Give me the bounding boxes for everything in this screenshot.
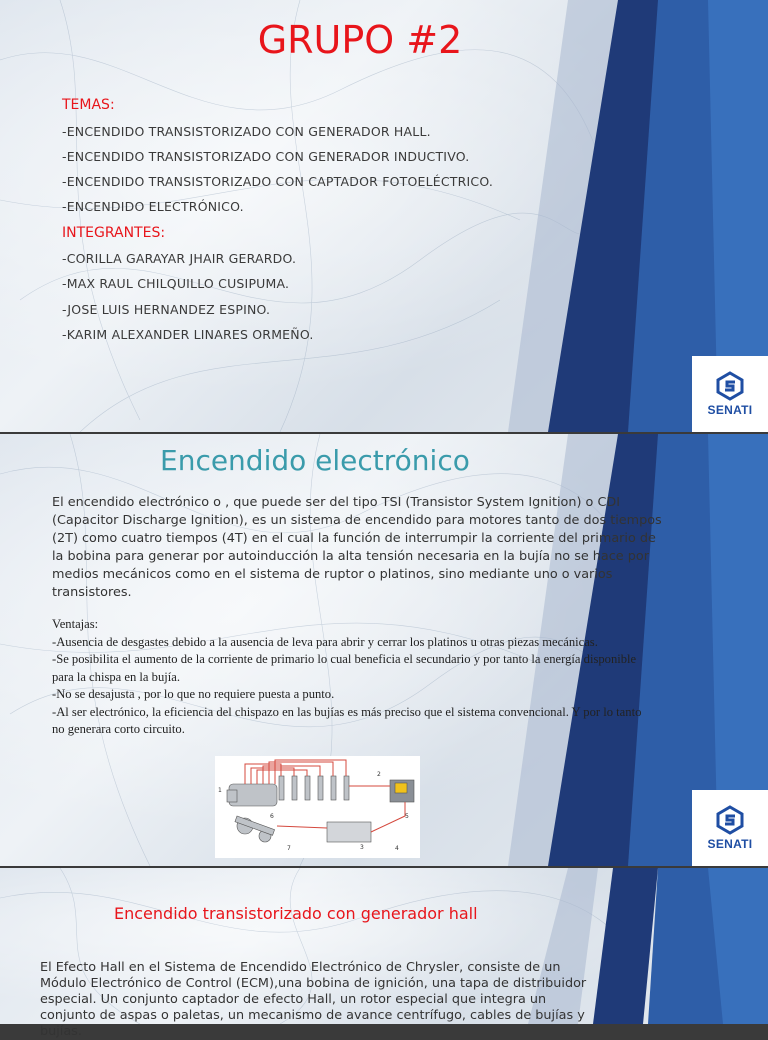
senati-logo — [692, 356, 768, 432]
advantage-item: -Al ser electrónico, la eficiencia del chispazo en las bujías es más preciso que el sistema convencional. Y por lo tanto no generara corto circuito. — [52, 704, 645, 736]
diagram-label: 4 — [395, 845, 399, 852]
slide-2 — [0, 434, 768, 866]
ignition-system-diagram — [215, 756, 420, 858]
topics-label: TEMAS: — [62, 97, 115, 113]
diagram-label: 1 — [218, 787, 222, 794]
hall-paragraph: El Efecto Hall en el Sistema de Encendido Electrónico de Chrysler, consiste de un Módulo Electrónico de Control (ECM),una bobina de ignición, una tapa de distribuidor especial. Un conjunto captador de efecto Hall, un rotor especial que integra un conjunto de aspas o paletas, un mecanismo de avance centrífugo, cables de bujías y bujías. — [40, 960, 587, 1039]
senati-logo-icon — [716, 372, 744, 400]
slide-title: Encendido electrónico — [160, 444, 470, 477]
slide-title: Encendido transistorizado con generador hall — [114, 904, 478, 923]
senati-logo-text: SENATI — [707, 836, 753, 851]
advantages-list — [52, 616, 652, 739]
member-item: -MAX RAUL CHILQUILLO CUSIPUMA. — [62, 276, 290, 291]
advantage-item: -No se desajusta , por lo que no requiere puesta a punto. — [52, 687, 335, 701]
diagram-label: 2 — [377, 771, 381, 778]
advantage-item: -Se posibilita el aumento de la corriente de primario lo cual beneficia el secundario y por tanto la energía disponible para la chispa en la bujía. — [52, 652, 640, 684]
intro-paragraph: El encendido electrónico o , que puede ser del tipo TSI (Transistor System Ignition) o CDI (Capacitor Discharge Ignition), es un sistema de encendido para motores tanto de dos tiempos (2T) como cuatro tiempos (4T) en el cual la función de interrumpir la corriente del primario de la bobina para generar por autoinducción la alta tensión necesaria en la bujía no se hace por medios mecánicos como en el sistema de ruptor o platinos, sino mediante uno o varios transistores. — [52, 495, 662, 600]
senati-logo-icon — [716, 806, 744, 834]
group-title: GRUPO #2 — [257, 18, 463, 62]
diagram-label: 7 — [287, 845, 291, 852]
member-item: -KARIM ALEXANDER LINARES ORMEÑO. — [62, 327, 314, 342]
members-label: INTEGRANTES: — [62, 225, 166, 241]
slide-1 — [0, 0, 768, 432]
senati-logo-text: SENATI — [707, 402, 753, 417]
topic-item: -ENCENDIDO ELECTRÓNICO. — [62, 199, 244, 214]
senati-logo — [692, 790, 768, 866]
topic-item: -ENCENDIDO TRANSISTORIZADO CON GENERADOR HALL. — [62, 124, 431, 139]
topic-item: -ENCENDIDO TRANSISTORIZADO CON GENERADOR INDUCTIVO. — [62, 149, 470, 164]
diagram-label: 5 — [405, 813, 409, 820]
slide-3 — [0, 868, 768, 1039]
topic-item: -ENCENDIDO TRANSISTORIZADO CON CAPTADOR FOTOELÉCTRICO. — [62, 174, 494, 189]
member-item: -JOSE LUIS HERNANDEZ ESPINO. — [62, 302, 271, 317]
member-item: -CORILLA GARAYAR JHAIR GERARDO. — [62, 251, 297, 266]
advantages-heading: Ventajas: — [52, 617, 99, 631]
diagram-label: 3 — [360, 844, 364, 851]
ignition-diagram-drawing — [215, 756, 420, 858]
advantage-item: -Ausencia de desgastes debido a la ausencia de leva para abrir y cerrar los platinos u otras piezas mecánicas. — [52, 634, 598, 649]
diagram-label: 6 — [270, 813, 274, 820]
